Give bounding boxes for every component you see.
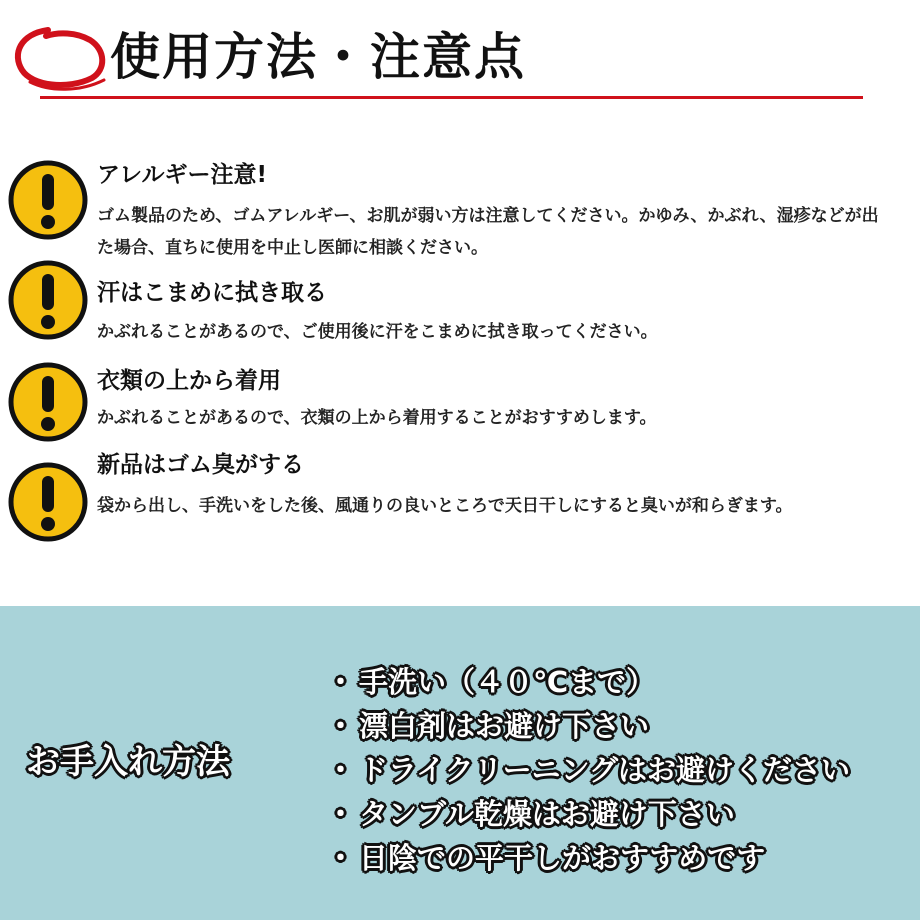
exclamation-warning-icon [8, 160, 88, 240]
care-item [326, 660, 850, 704]
care-item [326, 792, 850, 836]
warning-body: かぶれることがあるので、ご使用後に汗をこまめに拭き取ってください。 [97, 322, 658, 342]
care-item [326, 748, 850, 792]
exclamation-warning-icon [8, 260, 88, 340]
warning-body: かぶれることがあるので、衣類の上から着用することがおすすめします。 [97, 408, 657, 428]
exclamation-warning-icon [8, 462, 88, 542]
care-item-text: タンブル乾燥はお避け下さい [359, 797, 735, 831]
bullet: ・ [326, 797, 356, 831]
care-list [326, 660, 850, 880]
page-title: 使用方法・注意点 [110, 28, 526, 86]
care-instructions-section [0, 606, 920, 920]
bullet: ・ [326, 753, 356, 787]
page-header [0, 0, 920, 110]
bullet: ・ [326, 665, 356, 699]
care-item-text: 日陰での平干しがおすすめです [359, 841, 766, 875]
warning-title: 新品はゴム臭がする [97, 452, 304, 478]
care-item-text: ドライクリーニングはお避けください [359, 753, 850, 787]
warning-title: アレルギー注意! [97, 162, 267, 188]
bullet: ・ [326, 841, 356, 875]
title-divider [40, 96, 863, 99]
warning-title: 汗はこまめに拭き取る [97, 280, 327, 306]
warning-title: 衣類の上から着用 [97, 368, 281, 394]
warning-body: 袋から出し、手洗いをした後、風通りの良いところで天日干しにすると臭いが和らぎます。 [97, 496, 793, 516]
care-item [326, 836, 850, 880]
care-item-text: 漂白剤はお避け下さい [359, 709, 650, 743]
care-heading: お手入れ方法 [26, 742, 230, 782]
bullet: ・ [326, 709, 356, 743]
care-item [326, 704, 850, 748]
red-swoosh-logo [10, 20, 110, 100]
care-item-text: 手洗い（４０℃まで） [359, 665, 656, 699]
exclamation-warning-icon [8, 362, 88, 442]
warning-body: ゴム製品のため、ゴムアレルギー、お肌が弱い方は注意してください。かゆみ、かぶれ、湿疹などが出た場合、直ちに使用を中止し医師に相談ください。 [97, 206, 879, 258]
